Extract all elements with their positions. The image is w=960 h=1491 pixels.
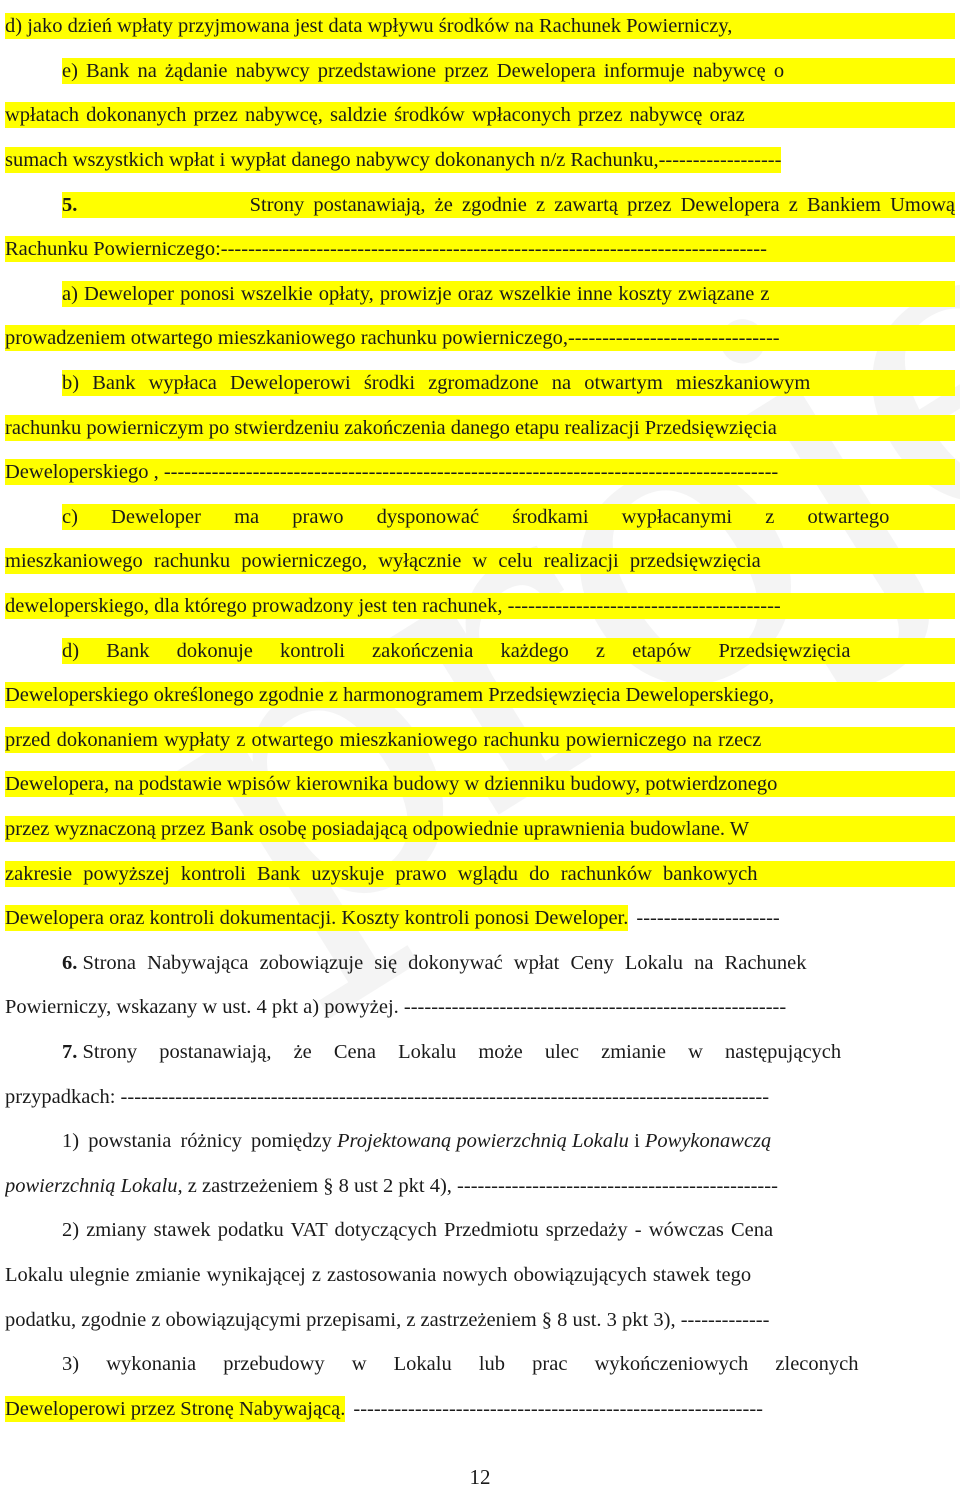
line-content — [62, 951, 955, 975]
text: Powierniczy, wskazany w ust. 4 pkt a) powyżej. -------------------------------------------------------- — [5, 996, 787, 1019]
line-21 — [5, 896, 955, 941]
line-1 — [5, 4, 955, 49]
text: Strony postanawiają, że zgodnie z zawartą przez Dewelopera z Bankiem Umową — [249, 193, 955, 216]
clause-number-5: 5. — [62, 193, 78, 216]
highlight — [5, 459, 955, 485]
line-17 — [5, 718, 955, 763]
line-4 — [5, 138, 955, 183]
text-italic: Projektowaną powierzchnią Lokalu — [337, 1130, 629, 1153]
highlight — [5, 147, 781, 173]
line-31 — [5, 1342, 955, 1387]
text: prowadzeniem otwartego mieszkaniowego rachunku powierniczego,------------------------------- — [5, 327, 780, 350]
text-italic: Powykonawczą — [644, 1130, 772, 1153]
text: e) Bank na żądanie nabywcy przedstawione przez Dewelopera informuje nabywcę o — [62, 59, 785, 82]
highlight — [62, 370, 955, 396]
text: 2) zmiany stawek podatku VAT dotyczących Przedmiotu sprzedaży - wówczas Cena — [62, 1219, 774, 1242]
text: Deweloperskiego , ------------------------------------------------------------------------------------------ — [5, 461, 779, 484]
text: przed dokonaniem wypłaty z otwartego mieszkaniowego rachunku powierniczego na rzecz — [5, 728, 762, 751]
line-28 — [5, 1208, 955, 1253]
line-13 — [5, 539, 955, 584]
text: a) Deweloper ponosi wszelkie opłaty, prowizje oraz wszelkie inne koszty związane z — [62, 282, 770, 305]
text: zakresie powyższej kontroli Bank uzyskuje prawo wglądu do rachunków bankowych — [5, 862, 758, 885]
line-14 — [5, 584, 955, 629]
highlight — [5, 325, 955, 351]
text: Lokalu ulegnie zmianie wynikającej z zastosowania nowych obowiązujących stawek tego — [5, 1263, 752, 1286]
line-18 — [5, 762, 955, 807]
highlight — [5, 1396, 345, 1422]
highlight — [62, 58, 955, 84]
clause-number-7: 7. — [62, 1040, 78, 1063]
text: d) Bank dokonuje kontroli zakończenia każdego z etapów Przedsięwzięcia — [62, 639, 851, 662]
line-19 — [5, 807, 955, 852]
text: Deweloperowi przez Stronę Nabywającą. — [5, 1397, 346, 1420]
text: wpłatach dokonanych przez nabywcę, saldzie środków wpłaconych przez nabywcę oraz — [5, 104, 745, 127]
line-32 — [5, 1386, 955, 1431]
line-11 — [5, 450, 955, 495]
highlight — [5, 13, 955, 39]
line-26 — [5, 1119, 955, 1164]
line-8 — [5, 316, 955, 361]
highlight — [5, 682, 955, 708]
text: d) jako dzień wpłaty przyjmowana jest data wpływu środków na Rachunek Powierniczy, — [5, 15, 733, 38]
text: i — [634, 1130, 640, 1153]
line-12 — [5, 495, 955, 540]
text: Dewelopera oraz kontroli dokumentacji. Koszty kontroli ponosi Deweloper. — [5, 907, 629, 930]
line-7 — [5, 272, 955, 317]
text: 1) powstania różnicy pomiędzy — [62, 1130, 332, 1153]
highlight — [5, 548, 955, 574]
highlight — [62, 281, 955, 307]
dashes: ------------------------------------------------------------ — [353, 1397, 763, 1420]
line-16 — [5, 673, 955, 718]
highlight — [5, 905, 628, 931]
line-30 — [5, 1297, 955, 1342]
line-15 — [5, 628, 955, 673]
text: z zastrzeżeniem § 8 ust 2 pkt 4), ----------------------------------------------- — [187, 1174, 778, 1197]
highlight — [5, 593, 955, 619]
dashes: --------------------- — [636, 907, 780, 930]
text: sumach wszystkich wpłat i wypłat danego nabywcy dokonanych n/z Rachunku,------------------ — [5, 149, 782, 172]
highlight — [62, 192, 955, 218]
line-20 — [5, 851, 955, 896]
highlight — [5, 102, 955, 128]
text: mieszkaniowego rachunku powierniczego, wyłącznie w celu realizacji przedsięwzięcia — [5, 550, 761, 573]
highlight — [62, 504, 955, 530]
text: b) Bank wypłaca Deweloperowi środki zgromadzone na otwartym mieszkaniowym — [62, 372, 811, 395]
highlight — [5, 415, 955, 441]
text: Deweloperskiego określonego zgodnie z harmonogramem Przedsięwzięcia Deweloperskiego, — [5, 684, 775, 707]
highlight — [62, 638, 955, 664]
line-6 — [5, 227, 955, 272]
text: Strony postanawiają, że Cena Lokalu może ulec zmianie w następujących — [82, 1040, 842, 1063]
text: rachunku powierniczym po stwierdzeniu zakończenia danego etapu realizacji Przedsięwzięcia — [5, 416, 777, 439]
line-23 — [5, 985, 955, 1030]
line-27 — [5, 1163, 955, 1208]
line-3 — [5, 93, 955, 138]
text-italic: powierzchnią Lokalu, — [5, 1174, 183, 1197]
text: przez wyznaczoną przez Bank osobę posiadającą odpowiednie uprawnienia budowlane. W — [5, 817, 750, 840]
text: c) Deweloper ma prawo dysponować środkami wypłacanymi z otwartego — [62, 505, 890, 528]
document-page — [5, 4, 955, 1431]
page-number: 12 — [469, 1465, 491, 1489]
text: Rachunku Powierniczego:-------------------------------------------------------------------------------- — [5, 238, 767, 261]
text: deweloperskiego, dla którego prowadzony jest ten rachunek, ---------------------------------------- — [5, 595, 781, 618]
text: przypadkach: ----------------------------------------------------------------------------------------------- — [5, 1085, 770, 1108]
line-22 — [5, 940, 955, 985]
highlight — [5, 727, 955, 753]
highlight — [5, 236, 955, 262]
clause-number-6: 6. — [62, 951, 78, 974]
text: 3) wykonania przebudowy w Lokalu lub prac wykończeniowych zleconych — [62, 1353, 859, 1376]
line-25 — [5, 1074, 955, 1119]
text: podatku, zgodnie z obowiązującymi przepisami, z zastrzeżeniem § 8 ust. 3 pkt 3), ------------- — [5, 1308, 770, 1331]
highlight — [5, 816, 955, 842]
line-10 — [5, 405, 955, 450]
text: Dewelopera, na podstawie wpisów kierownika budowy w dzienniku budowy, potwierdzonego — [5, 773, 778, 796]
line-29 — [5, 1253, 955, 1298]
line-9 — [5, 361, 955, 406]
highlight — [5, 861, 955, 887]
line-2 — [5, 49, 955, 94]
line-5 — [5, 182, 955, 227]
highlight — [5, 771, 955, 797]
line-24 — [5, 1030, 955, 1075]
text: Strona Nabywająca zobowiązuje się dokonywać wpłat Ceny Lokalu na Rachunek — [82, 951, 807, 974]
